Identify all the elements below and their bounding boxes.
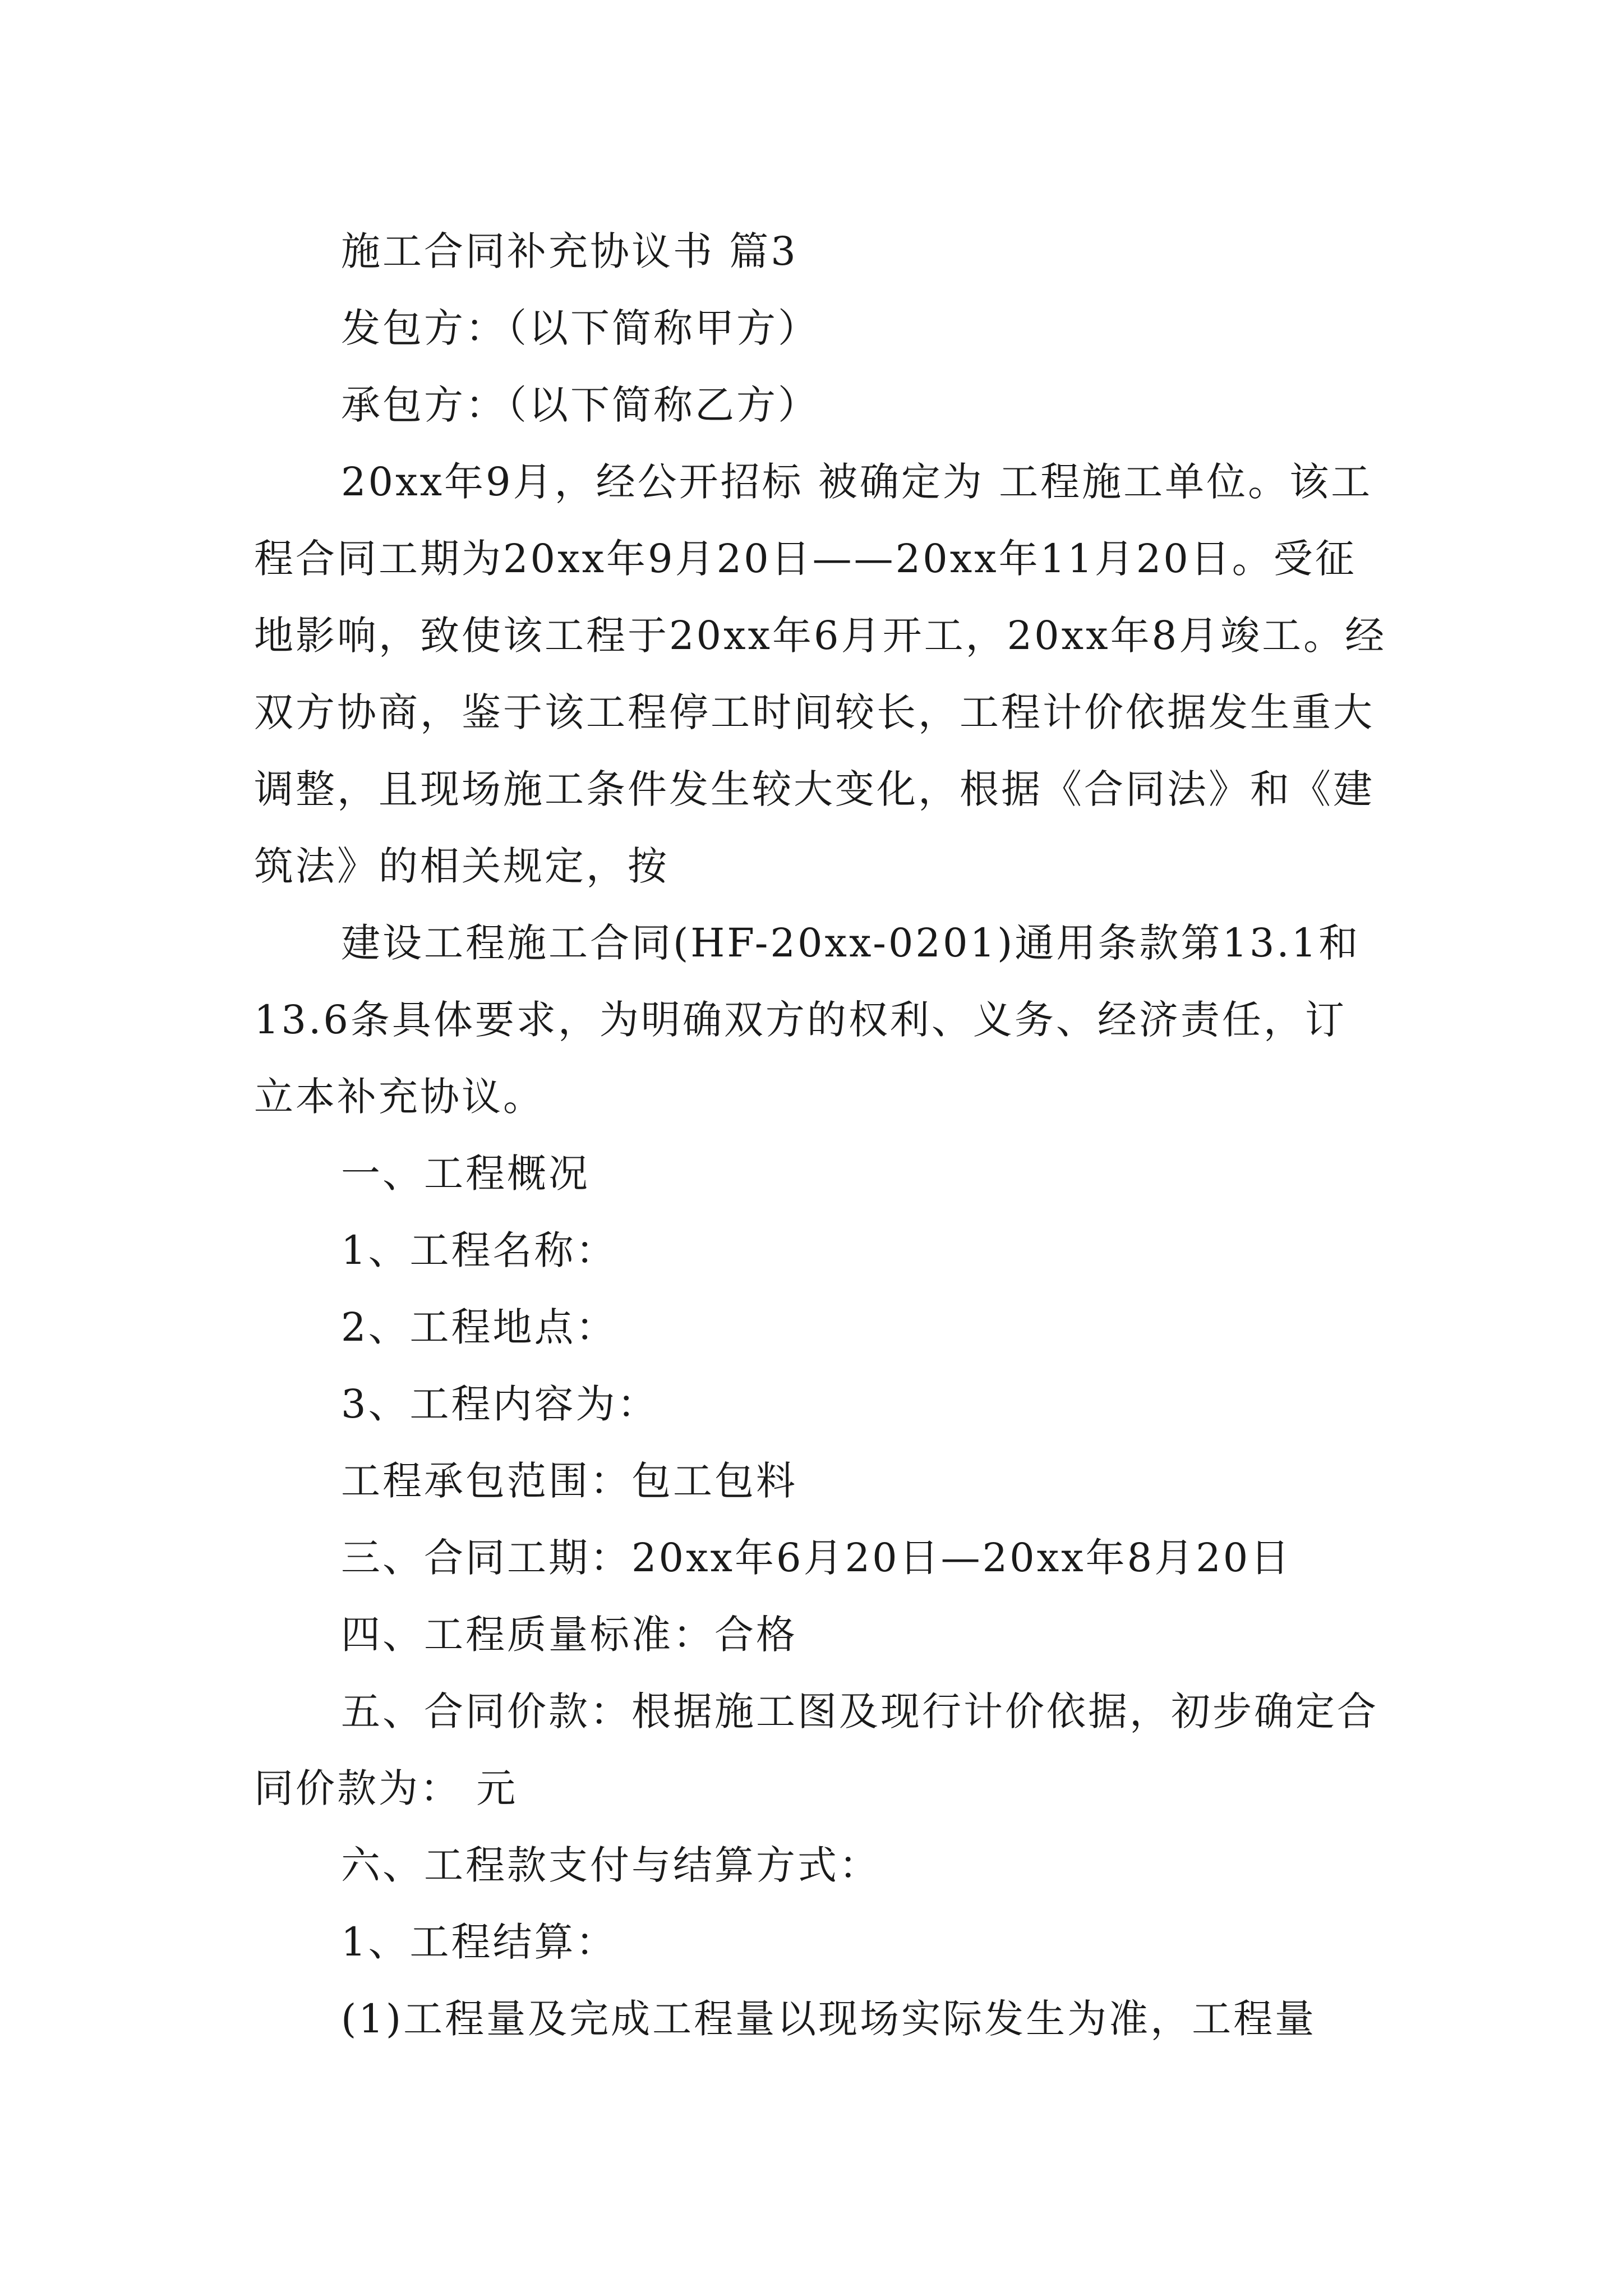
- quantity-clause: (1)工程量及完成工程量以现场实际发生为准，工程量: [341, 1996, 1317, 2042]
- contract-scope-line: 工程承包范围：包工包料: [341, 1458, 797, 1504]
- project-content-line: 3、工程内容为：: [341, 1381, 659, 1427]
- quality-standard-line: 四、工程质量标准：合格: [341, 1612, 797, 1658]
- party-b-line: 承包方：（以下简称乙方）: [341, 382, 819, 428]
- document-body: [254, 213, 1387, 2058]
- basis-paragraph: 建设工程施工合同(HF-20xx-0201)通用条款第13.1和13.6条具体要求，为明确双方的权利、义务、经济责任，订立本补充协议。: [254, 920, 1361, 1120]
- section-heading-overview: 一、工程概况: [341, 1151, 590, 1197]
- settlement-heading: 1、工程结算：: [341, 1919, 617, 1965]
- intro-paragraph: 20xx年9月，经公开招标 被确定为 工程施工单位。该工程合同工期为20xx年9月20日——20xx年11月20日。受征地影响，致使该工程于20xx年6月开工，20xx年8月竣工。经双方协商，鉴于该工程停工时间较长，工程计价依据发生重大调整，且现场施工条件发生较大变化，根据《合同法》和《建筑法》的相关规定，按: [254, 459, 1387, 889]
- payment-heading: 六、工程款支付与结算方式：: [341, 1842, 880, 1888]
- project-location-line: 2、工程地点：: [341, 1304, 617, 1350]
- party-a-line: 发包方：（以下简称甲方）: [341, 305, 819, 351]
- contract-period-line: 三、合同工期：20xx年6月20日—20xx年8月20日: [341, 1535, 1292, 1581]
- contract-price-paragraph: 五、合同价款：根据施工图及现行计价依据，初步确定合同价款为： 元: [254, 1688, 1378, 1811]
- project-name-line: 1、工程名称：: [341, 1227, 617, 1273]
- document-title: 施工合同补充协议书 篇3: [341, 228, 798, 274]
